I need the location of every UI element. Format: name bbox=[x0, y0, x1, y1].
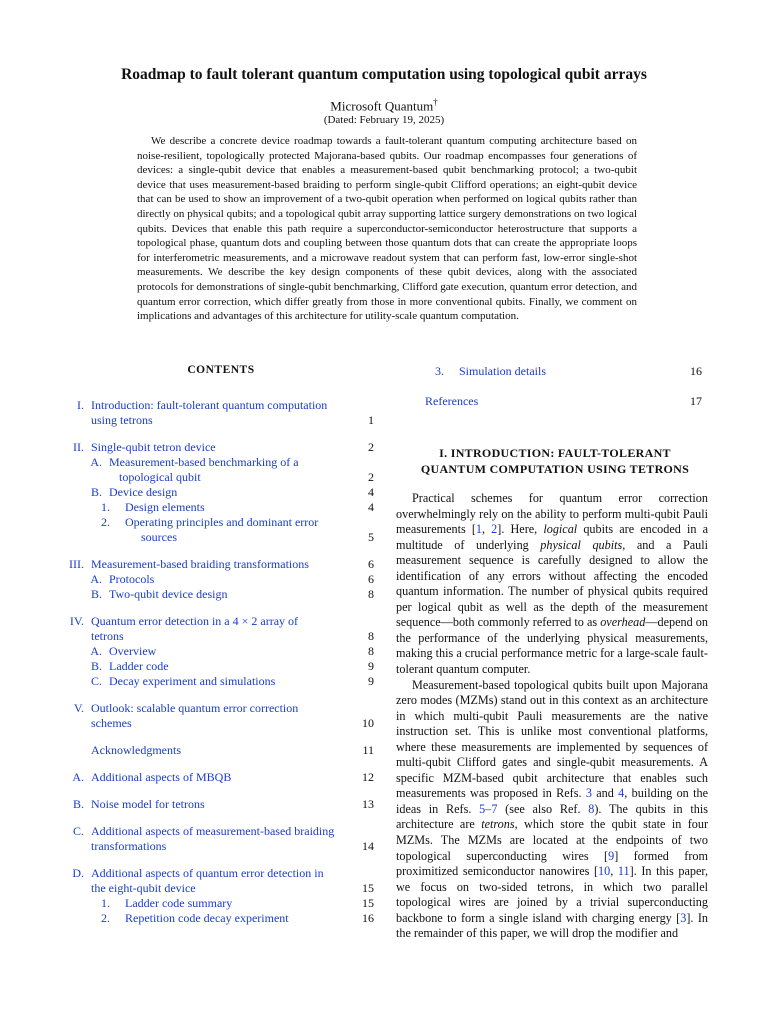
toc-entry-title[interactable]: Single-qubit tetron device bbox=[91, 440, 216, 454]
toc-entry-number[interactable]: B. bbox=[90, 659, 102, 673]
paragraph-text: , bbox=[610, 864, 618, 879]
toc-entry-page: 1 bbox=[368, 413, 374, 427]
toc-entry-number[interactable]: D. bbox=[72, 866, 84, 880]
toc-entry-page: 10 bbox=[362, 716, 374, 730]
toc-entry-number[interactable]: 1. bbox=[101, 500, 110, 514]
toc-entry-page: 16 bbox=[362, 911, 374, 925]
toc-entry-page: 13 bbox=[362, 797, 374, 811]
paragraph-text: and bbox=[591, 786, 619, 801]
toc-entry-number[interactable]: 2. bbox=[101, 911, 110, 925]
toc-entry-title[interactable]: Decay experiment and simulations bbox=[109, 674, 276, 688]
toc-entry-title[interactable]: Introduction: fault-tolerant quantum computation bbox=[91, 398, 328, 412]
dated-line: (Dated: February 19, 2025) bbox=[323, 114, 445, 126]
contents-heading: CONTENTS bbox=[187, 364, 255, 376]
toc-entry-page: 4 bbox=[368, 485, 374, 499]
paragraph-text: ). The qubits in this architecture are bbox=[396, 801, 708, 832]
abstract: We describe a concrete device roadmap towards a fault-tolerant quantum computing architecture based on noise-resilient, topologically protected Majorana-based qubits. Our roadmap encompasses four generations of devices: a single-qubit device that enables a measurement-based qubit benchmarking protocol; a two-qubit device that uses measurement-based braiding to perform single-qubit Clifford operations; an eight-qubit device that can be used to show an improvement of a two-qubit operation when performed on logical qubits rather than directly on physical qubits; and a topological qubit array supporting lattice surgery demonstrations on two logical qubits. Devices that enable this path require a superconductor-semiconductor heterostructure that supports a topological phase, quantum dots and coupling between those quantum dots that can create the appropriate loops for interferometric measurements, and a microwave readout system that can perform fast, low-error single-shot measurements. We describe the key design components of these qubit devices, along with the associated protocols for demonstrations of single-qubit benchmarking, Clifford gate execution, quantum error detection, and quantum error correction, which differ greatly from those in more conventional qubits. Finally, we comment on implications and advantages of this architecture for utility-scale quantum computation. bbox=[137, 135, 637, 323]
toc-entry-title[interactable]: Quantum error detection in a 4 × 2 array of bbox=[91, 614, 299, 628]
paragraph-text: , which store the qubit state in four MZMs. The MZMs are located at the endpoints of two topological superconducting wires [ bbox=[396, 817, 708, 863]
paragraph-text: ]. In this paper, we focus on two-sided tetrons, in which two parallel topological wires are joined by a trivial superconducting backbone to form a single island with charging energy [ bbox=[396, 864, 708, 925]
toc-entry-title[interactable]: Device design bbox=[109, 485, 178, 499]
paragraph-text: qubits are encoded in a multitude of underlying bbox=[396, 522, 708, 552]
paragraph-text: Measurement-based topological qubits built upon Majorana zero modes (MZMs) stand out in this context as an architecture in which multi-qubit Pauli measurements are the native instruction set. This is unlike most conventional platforms, where these measurements are implemented by sequences of multi-qubit Clifford gates and single-qubit measurements. A specific MZM-based qubit architecture that enables such measurements was proposed in Refs. bbox=[396, 677, 708, 801]
toc-entry[interactable] bbox=[62, 587, 380, 602]
toc-entry-number[interactable]: C. bbox=[90, 674, 102, 688]
toc-entry-page: 15 bbox=[362, 896, 374, 910]
citation-link[interactable]: 4 bbox=[618, 786, 625, 801]
toc-entry-title[interactable]: Additional aspects of quantum error detection in bbox=[91, 866, 324, 880]
toc-entry[interactable] bbox=[62, 896, 380, 911]
toc-entry-page: 9 bbox=[368, 674, 374, 688]
citation-link[interactable]: 9 bbox=[608, 848, 615, 863]
toc-entry[interactable] bbox=[62, 797, 380, 812]
toc-entry[interactable] bbox=[62, 572, 380, 587]
toc-entry-page: 16 bbox=[690, 364, 702, 378]
author-line bbox=[40, 97, 728, 114]
toc-entry-title[interactable]: topological qubit bbox=[119, 470, 201, 484]
paragraph-text: , building on the ideas in Refs. bbox=[396, 786, 708, 816]
paragraph-text: ]. In the remainder of this paper, we will drop the modifier and bbox=[396, 910, 708, 941]
section-body bbox=[396, 491, 708, 942]
toc-entry-page: 14 bbox=[362, 839, 374, 853]
section-heading-line-1: I. INTRODUCTION: FAULT-TOLERANT bbox=[439, 446, 671, 460]
intro-paragraph-2 bbox=[396, 678, 708, 942]
toc-entry-page: 6 bbox=[368, 557, 374, 571]
toc-entry-number[interactable]: B. bbox=[90, 485, 102, 499]
toc-entry-title[interactable]: schemes bbox=[91, 716, 132, 730]
toc-entry[interactable] bbox=[62, 911, 380, 926]
toc-entry[interactable] bbox=[62, 674, 380, 689]
toc-entry-page: 2 bbox=[368, 440, 374, 454]
paragraph-text: ] formed from proximitized semiconductor nanowires [ bbox=[396, 848, 708, 879]
toc-entry-number[interactable]: A. bbox=[90, 572, 102, 586]
toc-entry-number[interactable]: 3. bbox=[435, 364, 444, 378]
toc-entry-page: 9 bbox=[368, 659, 374, 673]
toc-entry-title[interactable]: Ladder code summary bbox=[125, 896, 233, 910]
paper-title: Roadmap to fault tolerant quantum computation using topological qubit arrays bbox=[121, 66, 647, 83]
toc-entry-page: 12 bbox=[362, 770, 374, 784]
toc-entry[interactable] bbox=[62, 515, 380, 545]
toc-entry-number[interactable]: B. bbox=[72, 797, 84, 811]
toc-entry[interactable] bbox=[62, 614, 380, 644]
toc-entry-page: 4 bbox=[368, 500, 374, 514]
citation-link[interactable]: 2 bbox=[491, 522, 498, 537]
toc-entry-page: 17 bbox=[690, 394, 702, 408]
toc-entry[interactable] bbox=[62, 644, 380, 659]
toc-entry-page: 8 bbox=[368, 644, 374, 658]
citation-link[interactable]: 8 bbox=[588, 801, 595, 816]
toc-entry-number[interactable]: A. bbox=[90, 455, 102, 469]
toc-entry-title[interactable]: Overview bbox=[109, 644, 157, 658]
paragraph-text: —depend on the performance of the underlying physical measurements, making this a crucial performance metric for a large-scale fault-tolerant quantum computer. bbox=[396, 615, 708, 677]
toc-entry[interactable] bbox=[62, 557, 380, 572]
toc-entry[interactable] bbox=[62, 743, 380, 758]
toc-entry-number[interactable]: A. bbox=[72, 770, 84, 784]
toc-entry[interactable] bbox=[396, 394, 708, 409]
toc-entry[interactable] bbox=[62, 866, 380, 896]
toc-entry[interactable] bbox=[62, 701, 380, 731]
toc-entry-page: 15 bbox=[362, 881, 374, 895]
toc-entry-number[interactable]: A. bbox=[90, 644, 102, 658]
emphasized-term: physical qubits bbox=[540, 537, 623, 552]
toc-entry-title[interactable]: Noise model for tetrons bbox=[91, 797, 205, 811]
toc-entry-title[interactable]: References bbox=[425, 394, 479, 408]
toc-entry[interactable] bbox=[396, 364, 708, 379]
paragraph-text: (see also Ref. bbox=[497, 801, 589, 816]
toc-entry-title[interactable]: transformations bbox=[91, 839, 167, 853]
toc-entry-number[interactable]: III. bbox=[69, 557, 84, 571]
citation-link[interactable]: 5–7 bbox=[479, 801, 498, 816]
toc-entry-number[interactable]: V. bbox=[73, 701, 84, 715]
toc-entry-number[interactable]: C. bbox=[72, 824, 84, 838]
author-footnote-mark[interactable]: † bbox=[433, 97, 438, 107]
section-heading bbox=[396, 445, 714, 477]
toc-entry-title[interactable]: Operating principles and dominant error bbox=[125, 515, 319, 529]
toc-entry-number[interactable]: 2. bbox=[101, 515, 110, 529]
toc-entry-title[interactable]: sources bbox=[141, 530, 177, 544]
toc-entry-number[interactable]: IV. bbox=[69, 614, 84, 628]
toc-entry-title[interactable]: Acknowledgments bbox=[91, 743, 181, 757]
toc-entry-title[interactable]: tetrons bbox=[91, 629, 124, 643]
toc-entry-title[interactable]: Measurement-based braiding transformations bbox=[91, 557, 309, 571]
paragraph-text: , bbox=[482, 522, 492, 537]
toc-entry-number[interactable]: I. bbox=[77, 398, 84, 412]
emphasized-term: logical bbox=[543, 522, 578, 537]
toc-entry[interactable] bbox=[62, 770, 380, 785]
author-name: Microsoft Quantum bbox=[330, 98, 434, 114]
toc-entry[interactable] bbox=[62, 824, 380, 854]
toc-entry[interactable] bbox=[62, 440, 380, 455]
toc-entry-page: 8 bbox=[368, 587, 374, 601]
toc-entry[interactable] bbox=[62, 455, 380, 485]
paragraph-text: Practical schemes for quantum error correction overwhelmingly rely on the ability to perform multi-qubit Pauli measurements [ bbox=[396, 491, 708, 537]
toc-entry-number[interactable]: 1. bbox=[101, 896, 110, 910]
toc-entry[interactable] bbox=[62, 500, 380, 515]
toc-entry-title[interactable]: Measurement-based benchmarking of a bbox=[109, 455, 299, 469]
section-heading-line-2: QUANTUM COMPUTATION USING TETRONS bbox=[420, 462, 690, 476]
toc-entry-page: 8 bbox=[368, 629, 374, 643]
toc-entry-title[interactable]: Protocols bbox=[109, 572, 155, 586]
toc-entry-title[interactable]: using tetrons bbox=[91, 413, 153, 427]
paragraph-text: , and a Pauli measurement sequence is carefully designed to allow the identification of any errors without affecting the encoded quantum information. The number of physical qubits required per logical qubit as well as the depth of the measurement sequence—both commonly referred to as bbox=[396, 537, 708, 630]
toc-entry[interactable] bbox=[62, 485, 380, 500]
toc-entry-number[interactable]: II. bbox=[73, 440, 84, 454]
toc-entry-title[interactable]: Repetition code decay experiment bbox=[125, 911, 289, 925]
toc-entry-title[interactable]: Additional aspects of MBQB bbox=[91, 770, 232, 784]
toc-entry-title[interactable]: Simulation details bbox=[459, 364, 546, 378]
citation-link[interactable]: 1 bbox=[475, 522, 482, 537]
toc-entry-title[interactable]: Ladder code bbox=[109, 659, 169, 673]
toc-entry-title[interactable]: Two-qubit device design bbox=[109, 587, 228, 601]
toc-entry-page: 5 bbox=[368, 530, 374, 544]
toc-entry-page: 11 bbox=[362, 743, 374, 757]
toc-entry-page: 6 bbox=[368, 572, 374, 586]
toc-entry[interactable] bbox=[62, 659, 380, 674]
paragraph-text: ]. Here, bbox=[497, 522, 544, 537]
toc-entry-page: 2 bbox=[368, 470, 374, 484]
citation-link[interactable]: 3 bbox=[680, 910, 687, 925]
toc-entry[interactable] bbox=[62, 398, 380, 428]
citation-link[interactable]: 10 bbox=[598, 864, 611, 879]
citation-link[interactable]: 3 bbox=[585, 786, 592, 801]
intro-paragraph-1 bbox=[396, 491, 708, 678]
citation-link[interactable]: 11 bbox=[617, 864, 630, 879]
toc-entry-number[interactable]: B. bbox=[90, 587, 102, 601]
toc-entry-title[interactable]: Design elements bbox=[125, 500, 205, 514]
emphasized-term: tetrons bbox=[481, 817, 515, 832]
emphasized-term: overhead bbox=[600, 615, 646, 630]
toc-entry-title[interactable]: Additional aspects of measurement-based braiding bbox=[91, 824, 335, 838]
toc-entry-title[interactable]: the eight-qubit device bbox=[91, 881, 196, 895]
toc-entry-title[interactable]: Outlook: scalable quantum error correction bbox=[91, 701, 299, 715]
